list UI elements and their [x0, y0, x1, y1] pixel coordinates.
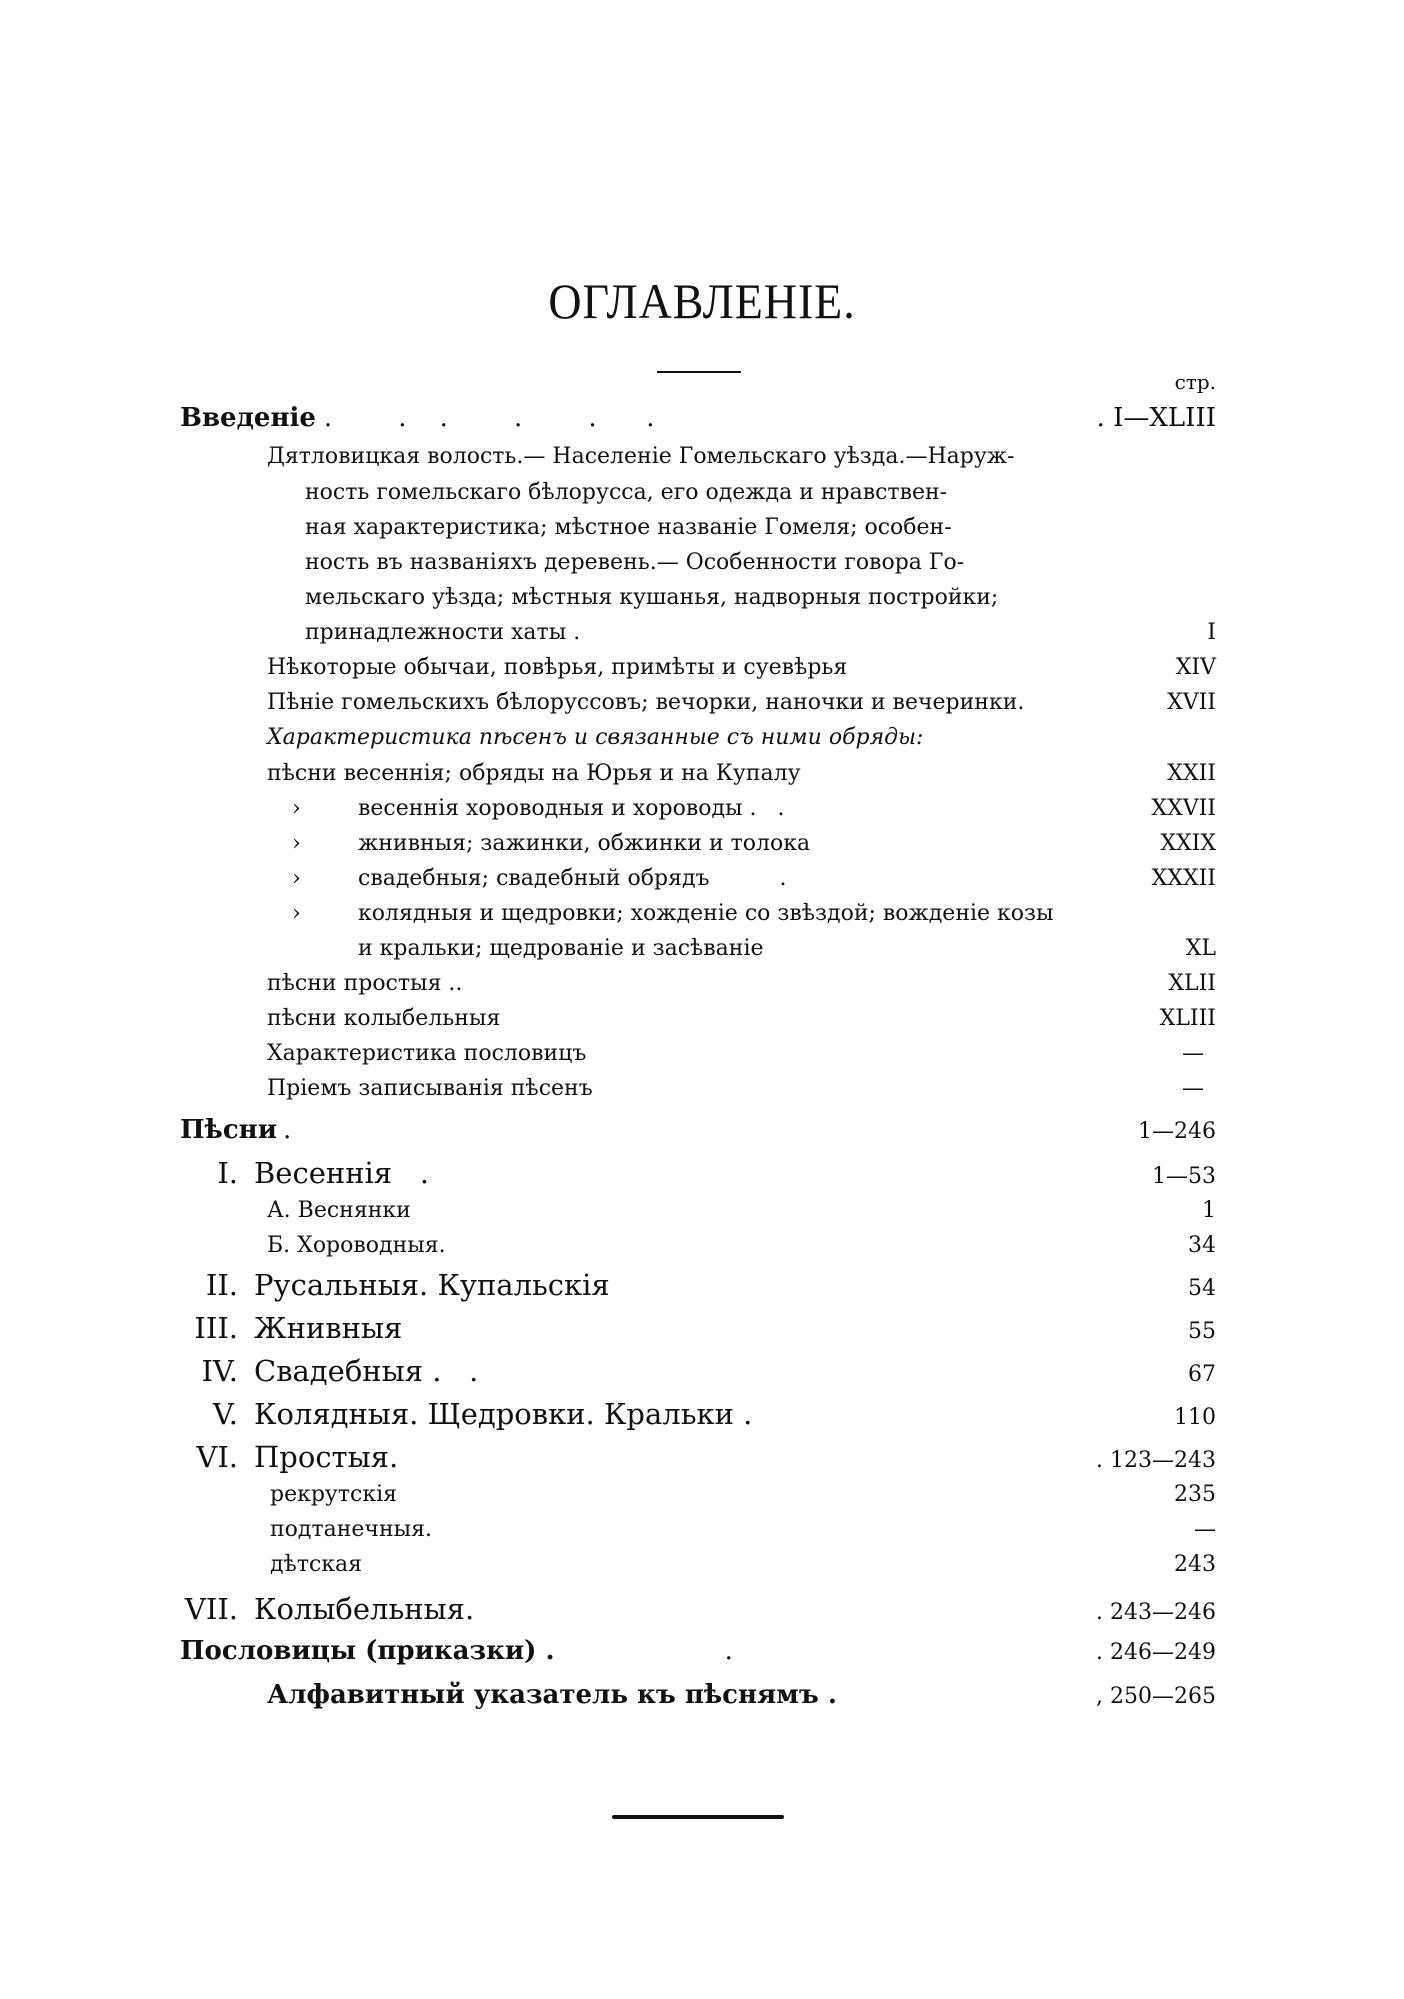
ditto-mark: › [292, 866, 301, 891]
toc-entry-pages: 1 [1202, 1198, 1216, 1223]
toc-entry-pages: XXXII [1151, 866, 1216, 891]
toc-entry-proverbs[interactable]: Пословицы (приказки) . . . 246—249 [180, 1636, 1216, 1666]
intro-desc-line: мельскаго уѣзда; мѣстныя кушанья, надворныя постройки; [305, 585, 999, 610]
toc-section[interactable]: VI. Простыя. . 123—243 [172, 1440, 1216, 1474]
roman-numeral: VI. [196, 1440, 238, 1474]
intro-desc-line: ная характеристика; мѣстное названіе Гомеля; особен- [305, 515, 952, 540]
toc-entry[interactable]: пѣсни весеннія; обряды на Юрья и на Купалу XXII [267, 761, 1216, 786]
italic-subheading: Характеристика пѣсенъ и связанные съ ними обряды: [267, 725, 924, 750]
toc-entry-pages: I [1207, 620, 1216, 645]
toc-entry-pages: XLII [1168, 971, 1216, 996]
ditto-mark: › [292, 901, 301, 926]
toc-section[interactable]: I. Весеннія . 1—53 [172, 1156, 1216, 1190]
toc-entry[interactable]: пѣсни колыбельныя XLIII [267, 1006, 1216, 1031]
toc-entry-pages: XLIII [1159, 1006, 1216, 1031]
intro-desc-line: Дятловицкая волость.— Населеніе Гомельскаго уѣзда.—Наруж- [267, 444, 1015, 469]
roman-numeral: II. [205, 1268, 238, 1302]
roman-numeral: I. [217, 1156, 238, 1190]
toc-entry-pages: 1—246 [1138, 1119, 1216, 1144]
toc-entry-pages: , 250—265 [1096, 1684, 1216, 1709]
toc-entry[interactable]: А. Веснянки 1 [267, 1198, 1216, 1223]
toc-entry-pages: XIV [1175, 655, 1216, 680]
toc-entry-index[interactable] [267, 1680, 1216, 1710]
page-title: ОГЛАВЛЕНІЕ. [548, 273, 856, 329]
ditto-mark: › [292, 796, 301, 821]
toc-entry[interactable]: Пѣніе гомельскихъ бѣлоруссовъ; вечорки, наночки и вечеринки. XVII [267, 690, 1216, 715]
toc-entry[interactable]: Нѣкоторые обычаи, повѣрья, примѣты и суевѣрья XIV [267, 655, 1216, 680]
toc-entry[interactable]: › свадебныя; свадебный обрядъ . XXXII [292, 866, 1216, 891]
roman-numeral: IV. [201, 1354, 238, 1388]
toc-entry-pages: . 123—243 [1096, 1448, 1216, 1473]
toc-entry-label: Введеніе [180, 403, 316, 433]
toc-section[interactable]: II. Русальныя. Купальскія 54 [172, 1268, 1216, 1302]
toc-entry-label: Пѣсни [180, 1115, 277, 1145]
toc-section[interactable]: V. Колядныя. Щедровки. Кральки . 110 [172, 1397, 1216, 1431]
toc-entry[interactable]: Характеристика пословицъ — [267, 1041, 1204, 1066]
toc-entry[interactable]: Пріемъ записыванія пѣсенъ — [267, 1076, 1204, 1101]
toc-entry-label: Алфавитный указатель къ пѣснямъ . [267, 1680, 837, 1710]
toc-entry-pages: 243 [1174, 1552, 1216, 1577]
toc-entry-pages: XXII [1167, 761, 1216, 786]
toc-entry-pages: . 246—249 [1096, 1640, 1216, 1665]
intro-desc-line: ность въ названіяхъ деревень.— Особенности говора Го- [305, 550, 965, 575]
toc-entry[interactable]: › жнивныя; зажинки, обжинки и толока XXIX [292, 831, 1216, 856]
toc-entry[interactable]: дѣтская 243 [270, 1552, 1216, 1577]
toc-entry[interactable]: › колядныя и щедровки; хожденіе со звѣздой; вожденіе козы [292, 901, 1054, 926]
roman-numeral: V. [212, 1397, 238, 1431]
toc-entry-pages: — [1194, 1517, 1216, 1542]
roman-numeral: III. [194, 1311, 238, 1345]
toc-entry-pages: — [1182, 1041, 1204, 1066]
toc-entry[interactable]: › весеннія хороводныя и хороводы . . XXVII [292, 796, 1216, 821]
toc-entry-pages: 55 [1188, 1319, 1216, 1344]
roman-numeral: VII. [184, 1592, 238, 1626]
toc-entry-label: Пословицы (приказки) . [180, 1636, 555, 1666]
toc-section[interactable]: IV. Свадебныя . . 67 [172, 1354, 1216, 1388]
toc-entry-pages: . I—XLIII [1096, 403, 1216, 433]
toc-entry-pages: 1—53 [1152, 1164, 1216, 1189]
toc-entry-pages: XVII [1167, 690, 1216, 715]
leader-dots: . . . . . . [323, 403, 655, 433]
page-column-label: стр. [1174, 370, 1216, 394]
toc-entry-pages: 235 [1174, 1482, 1216, 1507]
toc-entry-songs[interactable]: Пѣсни . 1—246 [180, 1115, 1216, 1145]
toc-entry-pages: XL [1185, 936, 1216, 961]
toc-entry-pages: 110 [1174, 1405, 1216, 1430]
toc-entry[interactable]: и кральки; щедрованіе и засѣваніе XL [358, 936, 1216, 961]
toc-entry[interactable]: пѣсни простыя .. XLII [267, 971, 1216, 996]
toc-entry[interactable]: принадлежности хаты . I [305, 620, 1216, 645]
toc-section[interactable]: III. Жнивныя 55 [172, 1311, 1216, 1345]
title-rule [657, 371, 741, 373]
toc-entry-pages: 34 [1188, 1233, 1216, 1258]
toc-entry-pages: XXVII [1151, 796, 1216, 821]
toc-entry-intro[interactable] [180, 403, 1216, 433]
toc-entry-pages: . 243—246 [1096, 1600, 1216, 1625]
toc-entry-pages: 67 [1188, 1362, 1216, 1387]
toc-entry[interactable]: подтанечныя. — [270, 1517, 1216, 1542]
toc-entry[interactable]: Б. Хороводныя. 34 [267, 1233, 1216, 1258]
bottom-ornament-rule [612, 1815, 784, 1819]
toc-entry-pages: XXIX [1160, 831, 1216, 856]
toc-entry-pages: — [1182, 1076, 1204, 1101]
ditto-mark: › [292, 831, 301, 856]
toc-section[interactable]: VII. Колыбельныя. . 243—246 [172, 1592, 1216, 1626]
toc-entry-pages: 54 [1188, 1276, 1216, 1301]
toc-entry[interactable]: рекрутскія 235 [270, 1482, 1216, 1507]
intro-desc-line: ность гомельскаго бѣлорусса, его одежда и нравствен- [305, 480, 948, 505]
